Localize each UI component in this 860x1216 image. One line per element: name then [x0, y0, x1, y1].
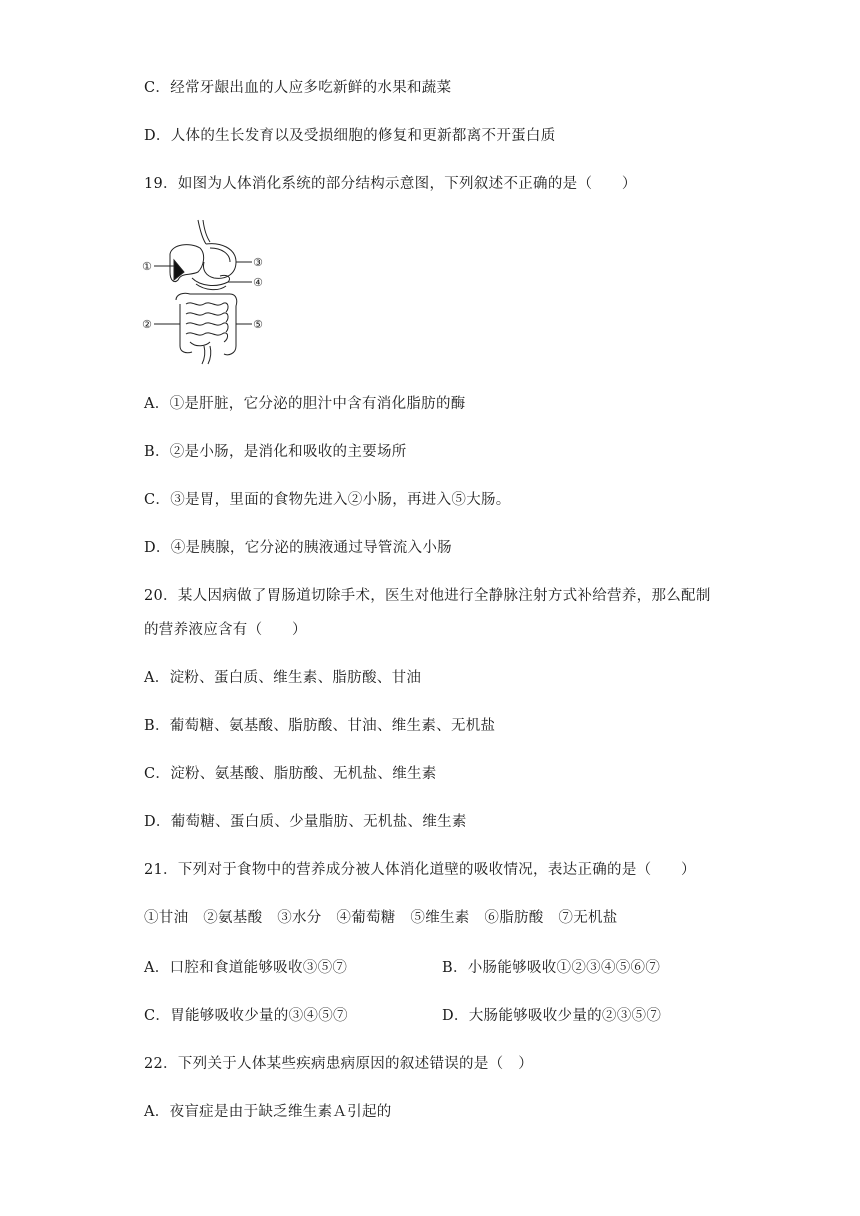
question-20-line2: 的营养液应含有（ ）: [144, 622, 307, 638]
q20-option-c: C．淀粉、氨基酸、脂肪酸、无机盐、维生素: [144, 766, 437, 782]
q22-option-a: A．夜盲症是由于缺乏维生素Ａ引起的: [144, 1104, 392, 1120]
q20-option-a: A．淀粉、蛋白质、维生素、脂肪酸、甘油: [144, 670, 422, 686]
q21-option-b: B．小肠能够吸收①②③④⑤⑥⑦: [442, 960, 661, 976]
diagram-label-1: ①: [142, 260, 152, 273]
q20-option-b: B．葡萄糖、氨基酸、脂肪酸、甘油、维生素、无机盐: [144, 718, 496, 734]
q19-option-d: D．④是胰腺，它分泌的胰液通过导管流入小肠: [144, 540, 452, 556]
question-21: 21．下列对于食物中的营养成分被人体消化道壁的吸收情况，表达正确的是（ ）: [144, 862, 696, 878]
q20-option-d: D．葡萄糖、蛋白质、少量脂肪、无机盐、维生素: [144, 814, 467, 830]
question-20-line1: 20．某人因病做了胃肠道切除手术，医生对他进行全静脉注射方式补给营养，那么配制: [144, 588, 711, 604]
question-22: 22．下列关于人体某些疾病患病原因的叙述错误的是（ ）: [144, 1056, 534, 1072]
option-c-prev: C．经常牙龈出血的人应多吃新鲜的水果和蔬菜: [144, 80, 452, 96]
q21-option-c: C．胃能够吸收少量的③④⑤⑦: [144, 1008, 348, 1024]
question-19: 19．如图为人体消化系统的部分结构示意图，下列叙述不正确的是（ ）: [144, 176, 637, 192]
q19-option-c: C．③是胃，里面的食物先进入②小肠，再进入⑤大肠。: [144, 492, 511, 508]
diagram-label-5: ⑤: [253, 318, 263, 331]
diagram-label-2: ②: [142, 318, 152, 331]
q21-items: ①甘油 ②氨基酸 ③水分 ④葡萄糖 ⑤维生素 ⑥脂肪酸 ⑦无机盐: [144, 910, 618, 926]
q21-option-a: A．口腔和食道能够吸收③⑤⑦: [144, 960, 348, 976]
q21-option-d: D．大肠能够吸收少量的②③⑤⑦: [442, 1008, 662, 1024]
diagram-label-4: ④: [253, 276, 263, 289]
option-d-prev: D．人体的生长发育以及受损细胞的修复和更新都离不开蛋白质: [144, 128, 556, 144]
digestive-system-diagram: [140, 214, 270, 368]
q19-option-b: B．②是小肠，是消化和吸收的主要场所: [144, 444, 407, 460]
q19-option-a: A．①是肝脏，它分泌的胆汁中含有消化脂肪的酶: [144, 396, 466, 412]
diagram-label-3: ③: [253, 256, 263, 269]
